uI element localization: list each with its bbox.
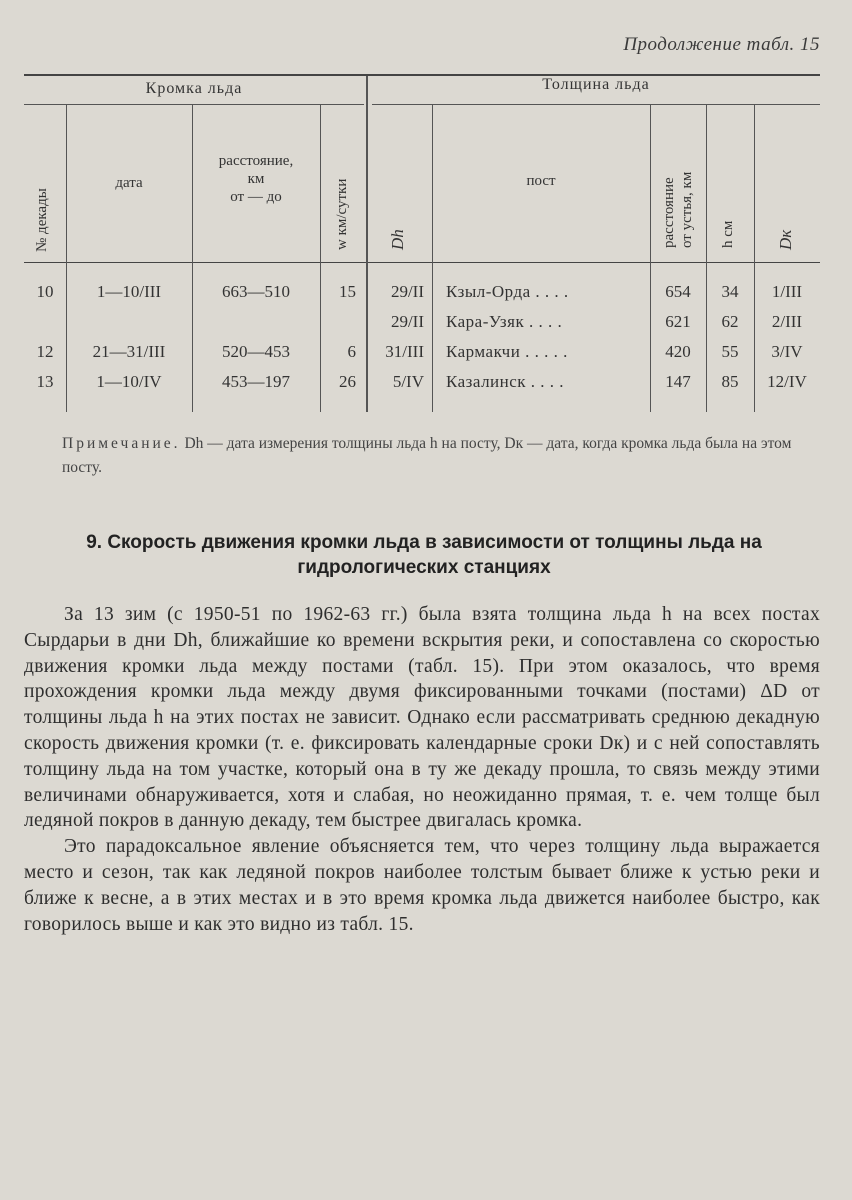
cell-dist-mouth: 621	[665, 312, 691, 331]
cell-dk: 1/III	[771, 282, 803, 301]
cell-date: 1—10/IV	[96, 372, 162, 391]
cell-date: 21—31/III	[92, 342, 166, 361]
cell-dh: 29/II	[390, 312, 424, 331]
body-text	[24, 602, 820, 937]
col-header-dist-mouth-text: расстояние от устья, км	[661, 171, 695, 248]
cell-dist-mouth: 147	[665, 372, 691, 391]
paragraph: Это парадоксальное явление объясняется тем, что через толщину льда выражается место и сезон, так как ледяной покров наиболее толстым бывает ближе к устью реки и ближе к весне, а в этих местах и в это время кромка льда движется наиболее быстро, как говорилось выше и как это видно из табл. 15.	[24, 836, 820, 935]
cell-post: Кара-Узяк . . . .	[446, 312, 563, 331]
col-header-distance	[192, 152, 320, 206]
col-divider	[66, 104, 67, 412]
cell-dh: 31/III	[385, 342, 424, 361]
cell-speed: 26	[339, 372, 356, 391]
col-header-dk: Dк	[776, 229, 795, 250]
cell-post: Казалинск . . . .	[446, 372, 565, 391]
group-header-thickness: Толщина льда	[542, 76, 650, 93]
cell-decade: 13	[36, 372, 54, 391]
group-underline-thickness	[372, 104, 820, 105]
cell-speed: 6	[347, 342, 356, 361]
cell-distance: 520—453	[222, 342, 290, 361]
note-text: Dh — дата измерения толщины льда h на посту, Dк — дата, когда кромка льда была на этом посту.	[62, 435, 792, 476]
col-divider	[320, 104, 321, 412]
group-underline-edge	[24, 104, 364, 105]
col-header-post: пост	[526, 173, 556, 189]
cell-h: 62	[721, 312, 739, 331]
cell-decade: 12	[36, 342, 54, 361]
col-divider	[192, 104, 193, 412]
col-header-date: дата	[115, 175, 143, 191]
cell-dist-mouth: 420	[665, 342, 691, 361]
header-bottom-rule	[24, 262, 820, 263]
cell-distance: 453—197	[222, 372, 290, 391]
cell-dk: 2/III	[771, 312, 803, 331]
col-divider	[706, 104, 707, 412]
col-header-dh: Dh	[388, 229, 407, 250]
cell-dk: 3/IV	[771, 342, 803, 361]
col-header-distance-text: расстояние, км от — до	[218, 153, 294, 205]
group-header-edge: Кромка льда	[145, 80, 243, 97]
cell-dh: 5/IV	[392, 372, 424, 391]
cell-h: 85	[721, 372, 739, 391]
col-divider	[432, 104, 433, 412]
col-divider	[754, 104, 755, 412]
cell-decade: 10	[36, 282, 54, 301]
col-header-decade: № декады	[34, 188, 50, 252]
cell-h: 55	[721, 342, 739, 361]
cell-distance: 663—510	[222, 282, 290, 301]
section-heading: 9. Скорость движения кромки льда в зависимости от толщины льда на гидрологических станциях	[86, 532, 762, 578]
cell-h: 34	[721, 282, 739, 301]
cell-date: 1—10/III	[96, 282, 162, 301]
col-divider	[650, 104, 651, 412]
note-label: Примечание.	[62, 435, 181, 452]
cell-post: Кармакчи . . . . .	[446, 342, 568, 361]
cell-dist-mouth: 654	[665, 282, 691, 301]
cell-speed: 15	[339, 282, 356, 301]
paragraph: За 13 зим (с 1950-51 по 1962-63 гг.) была взята толщина льда h на всех постах Сырдарьи в дни Dh, ближайшие ко времени вскрытия реки, и сопоставлена со скоростью движения кромки льда между постами (табл. 15). При этом оказалось, что время прохождения кромки льда между двумя фиксированными точками (постами) ΔD от толщины льда h на этих постах не зависит. Однако если рассматривать среднюю декадную скорость движения кромки (т. е. фиксировать календарные сроки Dк) и с ней сопоставлять толщину льда на том участке, который она в ту же декаду прошла, то связь между этими величинами обнаруживается, хотя и слабая, но неожиданно прямая, т. е. чем толще был ледяной покров в данную декаду, тем быстрее двигалась кромка.	[24, 604, 820, 832]
cell-dk: 12/IV	[767, 372, 807, 391]
cell-post: Кзыл-Орда . . . .	[446, 282, 569, 301]
running-header: Продолжение табл. 15	[623, 34, 820, 55]
col-header-dist-mouth	[660, 172, 696, 248]
cell-dh: 29/II	[390, 282, 424, 301]
col-header-h: h см	[720, 220, 736, 248]
table-note	[62, 432, 822, 480]
col-header-speed: w км/сутки	[334, 178, 350, 250]
